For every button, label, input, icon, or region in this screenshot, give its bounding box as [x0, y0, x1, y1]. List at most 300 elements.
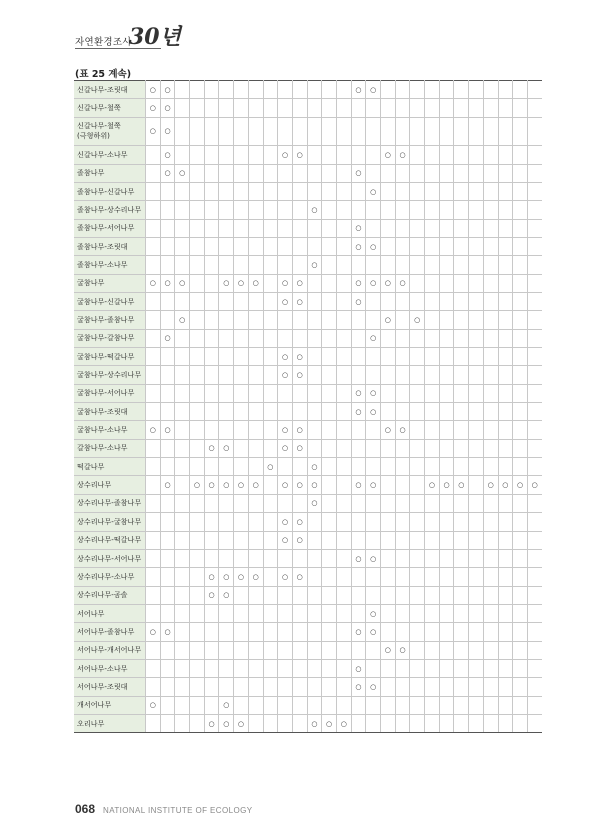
grid-cell	[410, 421, 425, 439]
presence-mark: ○	[160, 274, 175, 292]
grid-cell	[175, 238, 190, 256]
grid-cell	[219, 117, 234, 146]
grid-cell	[190, 439, 205, 457]
grid-cell	[307, 293, 322, 311]
grid-cell	[498, 549, 513, 567]
grid-cell	[263, 568, 278, 586]
presence-mark: ○	[278, 421, 293, 439]
grid-cell	[322, 421, 337, 439]
grid-cell	[146, 458, 161, 476]
grid-cell	[366, 641, 381, 659]
grid-cell	[395, 513, 410, 531]
grid-cell	[498, 421, 513, 439]
grid-cell	[527, 348, 541, 366]
grid-cell	[292, 329, 307, 347]
grid-cell	[483, 348, 498, 366]
grid-cell	[483, 623, 498, 641]
grid-cell	[410, 604, 425, 622]
grid-cell	[204, 384, 219, 402]
table-row	[74, 623, 542, 641]
grid-cell	[175, 513, 190, 531]
grid-cell	[395, 99, 410, 117]
presence-mark: ○	[146, 274, 161, 292]
grid-cell	[351, 586, 366, 604]
grid-cell	[234, 311, 249, 329]
presence-mark: ○	[336, 714, 351, 732]
grid-cell	[322, 403, 337, 421]
grid-cell	[395, 293, 410, 311]
grid-cell	[381, 623, 396, 641]
table-row	[74, 586, 542, 604]
grid-cell	[439, 678, 454, 696]
grid-cell	[527, 146, 541, 164]
grid-cell	[483, 219, 498, 237]
grid-cell	[146, 293, 161, 311]
grid-cell	[425, 513, 440, 531]
grid-cell	[263, 219, 278, 237]
row-label: 상수리나무-서어나무	[74, 549, 146, 567]
grid-cell	[336, 348, 351, 366]
grid-cell	[278, 641, 293, 659]
grid-cell	[146, 678, 161, 696]
grid-cell	[483, 99, 498, 117]
grid-cell	[454, 531, 469, 549]
grid-cell	[498, 531, 513, 549]
grid-cell	[351, 604, 366, 622]
presence-mark: ○	[175, 164, 190, 182]
grid-cell	[410, 714, 425, 732]
grid-cell	[381, 256, 396, 274]
grid-cell	[278, 164, 293, 182]
grid-cell	[204, 201, 219, 219]
grid-cell	[454, 293, 469, 311]
page-number: 068	[75, 802, 96, 816]
presence-mark: ○	[248, 274, 263, 292]
presence-mark: ○	[483, 476, 498, 494]
grid-cell	[307, 604, 322, 622]
grid-cell	[248, 549, 263, 567]
table-row	[74, 384, 542, 402]
grid-cell	[513, 293, 528, 311]
grid-cell	[160, 384, 175, 402]
grid-cell	[527, 384, 541, 402]
grid-cell	[307, 659, 322, 677]
grid-cell	[190, 81, 205, 99]
grid-cell	[175, 568, 190, 586]
grid-cell	[469, 696, 484, 714]
presence-mark: ○	[278, 274, 293, 292]
grid-cell	[322, 513, 337, 531]
presence-mark: ○	[278, 146, 293, 164]
row-label: 굴참나무-소나무	[74, 421, 146, 439]
grid-cell	[366, 293, 381, 311]
grid-cell	[381, 81, 396, 99]
table-row	[74, 678, 542, 696]
grid-cell	[469, 714, 484, 732]
grid-cell	[454, 604, 469, 622]
grid-cell	[234, 99, 249, 117]
grid-cell	[469, 81, 484, 99]
grid-cell	[366, 348, 381, 366]
grid-cell	[278, 99, 293, 117]
grid-cell	[366, 117, 381, 146]
grid-cell	[454, 439, 469, 457]
grid-cell	[439, 164, 454, 182]
page-footer	[75, 798, 252, 817]
grid-cell	[307, 421, 322, 439]
grid-cell	[263, 384, 278, 402]
grid-cell	[395, 623, 410, 641]
grid-cell	[322, 549, 337, 567]
grid-cell	[439, 366, 454, 384]
grid-cell	[381, 604, 396, 622]
grid-cell	[469, 366, 484, 384]
table-row	[74, 421, 542, 439]
grid-cell	[425, 238, 440, 256]
grid-cell	[410, 81, 425, 99]
grid-cell	[498, 348, 513, 366]
grid-cell	[395, 311, 410, 329]
grid-cell	[263, 348, 278, 366]
grid-cell	[395, 531, 410, 549]
grid-cell	[454, 549, 469, 567]
grid-cell	[248, 678, 263, 696]
grid-cell	[322, 458, 337, 476]
presence-mark: ○	[439, 476, 454, 494]
grid-cell	[146, 366, 161, 384]
grid-cell	[307, 99, 322, 117]
presence-mark: ○	[204, 476, 219, 494]
grid-cell	[351, 531, 366, 549]
grid-cell	[248, 293, 263, 311]
presence-mark: ○	[190, 476, 205, 494]
table-row	[74, 494, 542, 512]
grid-cell	[190, 659, 205, 677]
table-row	[74, 549, 542, 567]
grid-cell	[204, 623, 219, 641]
grid-cell	[307, 403, 322, 421]
table-row	[74, 99, 542, 117]
table-row	[74, 219, 542, 237]
grid-cell	[146, 403, 161, 421]
grid-cell	[190, 714, 205, 732]
grid-cell	[469, 238, 484, 256]
grid-cell	[292, 81, 307, 99]
grid-cell	[336, 604, 351, 622]
grid-cell	[278, 238, 293, 256]
grid-cell	[381, 568, 396, 586]
grid-cell	[278, 182, 293, 200]
grid-cell	[351, 641, 366, 659]
grid-cell	[483, 586, 498, 604]
grid-cell	[381, 494, 396, 512]
grid-cell	[395, 182, 410, 200]
grid-cell	[190, 348, 205, 366]
grid-cell	[146, 329, 161, 347]
presence-mark: ○	[160, 99, 175, 117]
presence-mark: ○	[527, 476, 541, 494]
grid-cell	[425, 458, 440, 476]
grid-cell	[248, 604, 263, 622]
grid-cell	[322, 117, 337, 146]
grid-cell	[248, 219, 263, 237]
grid-cell	[190, 531, 205, 549]
presence-mark: ○	[425, 476, 440, 494]
grid-cell	[175, 476, 190, 494]
grid-cell	[469, 659, 484, 677]
grid-cell	[410, 201, 425, 219]
grid-cell	[513, 81, 528, 99]
grid-cell	[190, 384, 205, 402]
grid-cell	[322, 311, 337, 329]
grid-cell	[527, 293, 541, 311]
grid-cell	[410, 458, 425, 476]
grid-cell	[204, 494, 219, 512]
grid-cell	[322, 641, 337, 659]
grid-cell	[351, 99, 366, 117]
grid-cell	[410, 568, 425, 586]
grid-cell	[410, 219, 425, 237]
grid-cell	[395, 403, 410, 421]
grid-cell	[175, 714, 190, 732]
grid-cell	[278, 384, 293, 402]
grid-cell	[410, 586, 425, 604]
grid-cell	[395, 678, 410, 696]
grid-cell	[204, 256, 219, 274]
grid-cell	[204, 403, 219, 421]
grid-cell	[395, 696, 410, 714]
grid-cell	[483, 146, 498, 164]
grid-cell	[322, 568, 337, 586]
grid-cell	[190, 311, 205, 329]
grid-cell	[175, 623, 190, 641]
grid-cell	[469, 256, 484, 274]
grid-cell	[175, 117, 190, 146]
grid-cell	[263, 293, 278, 311]
grid-cell	[439, 586, 454, 604]
grid-cell	[175, 659, 190, 677]
grid-cell	[366, 164, 381, 182]
grid-cell	[410, 238, 425, 256]
grid-cell	[469, 146, 484, 164]
row-label: 굴참나무-조릿대	[74, 403, 146, 421]
presence-mark: ○	[351, 678, 366, 696]
grid-cell	[469, 293, 484, 311]
grid-cell	[469, 586, 484, 604]
row-label: 상수리나무-떡갈나무	[74, 531, 146, 549]
grid-cell	[513, 201, 528, 219]
row-label: 상수리나무	[74, 476, 146, 494]
grid-cell	[336, 274, 351, 292]
grid-cell	[146, 146, 161, 164]
grid-cell	[307, 311, 322, 329]
grid-cell	[395, 586, 410, 604]
grid-cell	[219, 421, 234, 439]
grid-cell	[410, 256, 425, 274]
table-row	[74, 182, 542, 200]
row-label: 서어나무-개서어나무	[74, 641, 146, 659]
presence-mark: ○	[454, 476, 469, 494]
row-label: 개서어나무	[74, 696, 146, 714]
grid-cell	[513, 403, 528, 421]
grid-cell	[146, 219, 161, 237]
grid-cell	[292, 549, 307, 567]
grid-cell	[498, 659, 513, 677]
row-label: 신갈나무-조릿대	[74, 81, 146, 99]
grid-cell	[381, 348, 396, 366]
grid-cell	[439, 696, 454, 714]
grid-cell	[425, 696, 440, 714]
presence-mark: ○	[146, 99, 161, 117]
table-row	[74, 311, 542, 329]
grid-cell	[190, 494, 205, 512]
grid-cell	[527, 439, 541, 457]
grid-cell	[278, 81, 293, 99]
grid-cell	[234, 146, 249, 164]
grid-cell	[190, 164, 205, 182]
grid-cell	[336, 696, 351, 714]
grid-cell	[425, 586, 440, 604]
grid-cell	[498, 513, 513, 531]
grid-cell	[351, 348, 366, 366]
grid-cell	[351, 182, 366, 200]
table-row	[74, 714, 542, 732]
grid-cell	[483, 696, 498, 714]
grid-cell	[234, 494, 249, 512]
grid-cell	[307, 274, 322, 292]
grid-cell	[175, 182, 190, 200]
grid-cell	[395, 117, 410, 146]
grid-cell	[513, 384, 528, 402]
grid-cell	[527, 641, 541, 659]
grid-cell	[498, 293, 513, 311]
presence-mark: ○	[381, 641, 396, 659]
grid-cell	[175, 99, 190, 117]
grid-cell	[248, 348, 263, 366]
grid-cell	[292, 311, 307, 329]
grid-cell	[439, 623, 454, 641]
presence-mark: ○	[292, 421, 307, 439]
grid-cell	[454, 421, 469, 439]
grid-cell	[248, 201, 263, 219]
grid-cell	[219, 403, 234, 421]
grid-cell	[263, 164, 278, 182]
grid-cell	[425, 164, 440, 182]
grid-cell	[219, 604, 234, 622]
table-row	[74, 458, 542, 476]
presence-mark: ○	[307, 201, 322, 219]
grid-cell	[513, 311, 528, 329]
grid-cell	[513, 494, 528, 512]
grid-cell	[351, 256, 366, 274]
grid-cell	[278, 219, 293, 237]
grid-cell	[454, 274, 469, 292]
grid-cell	[395, 494, 410, 512]
row-label: 굴참나무-떡갈나무	[74, 348, 146, 366]
grid-cell	[292, 219, 307, 237]
presence-mark: ○	[366, 604, 381, 622]
grid-cell	[395, 659, 410, 677]
grid-cell	[263, 182, 278, 200]
grid-cell	[248, 146, 263, 164]
grid-cell	[336, 659, 351, 677]
grid-cell	[527, 549, 541, 567]
grid-cell	[513, 623, 528, 641]
row-label: 굴참나무-졸참나무	[74, 311, 146, 329]
grid-cell	[366, 439, 381, 457]
grid-cell	[425, 348, 440, 366]
grid-cell	[292, 256, 307, 274]
grid-cell	[190, 182, 205, 200]
grid-cell	[410, 403, 425, 421]
grid-cell	[278, 714, 293, 732]
grid-cell	[469, 329, 484, 347]
grid-cell	[190, 421, 205, 439]
grid-cell	[351, 696, 366, 714]
grid-cell	[439, 256, 454, 274]
grid-cell	[425, 604, 440, 622]
grid-cell	[190, 293, 205, 311]
presence-mark: ○	[351, 403, 366, 421]
grid-cell	[204, 678, 219, 696]
grid-cell	[292, 659, 307, 677]
row-label: 굴참나무-상수리나무	[74, 366, 146, 384]
grid-cell	[219, 293, 234, 311]
grid-cell	[410, 146, 425, 164]
grid-cell	[204, 421, 219, 439]
grid-cell	[498, 329, 513, 347]
grid-cell	[395, 256, 410, 274]
grid-cell	[248, 99, 263, 117]
presence-mark: ○	[395, 274, 410, 292]
grid-cell	[234, 117, 249, 146]
grid-cell	[175, 494, 190, 512]
grid-cell	[204, 311, 219, 329]
grid-cell	[248, 586, 263, 604]
grid-cell	[513, 531, 528, 549]
grid-cell	[146, 604, 161, 622]
grid-cell	[292, 714, 307, 732]
grid-cell	[498, 117, 513, 146]
grid-cell	[307, 182, 322, 200]
presence-mark: ○	[381, 311, 396, 329]
grid-cell	[160, 458, 175, 476]
row-label: 상수리나무-졸참나무	[74, 494, 146, 512]
grid-cell	[175, 384, 190, 402]
grid-cell	[527, 494, 541, 512]
grid-cell	[454, 384, 469, 402]
grid-cell	[248, 714, 263, 732]
grid-cell	[234, 641, 249, 659]
row-label: 신갈나무-철쭉 (극형하위)	[74, 117, 146, 146]
grid-cell	[527, 81, 541, 99]
grid-cell	[248, 384, 263, 402]
grid-cell	[190, 458, 205, 476]
grid-cell	[219, 201, 234, 219]
grid-cell	[410, 696, 425, 714]
grid-cell	[234, 659, 249, 677]
presence-mark: ○	[351, 476, 366, 494]
grid-cell	[439, 458, 454, 476]
grid-cell	[322, 384, 337, 402]
grid-cell	[248, 311, 263, 329]
grid-cell	[410, 293, 425, 311]
grid-cell	[160, 659, 175, 677]
grid-cell	[410, 476, 425, 494]
grid-cell	[190, 201, 205, 219]
row-label: 서어나무-졸참나무	[74, 623, 146, 641]
grid-cell	[292, 384, 307, 402]
